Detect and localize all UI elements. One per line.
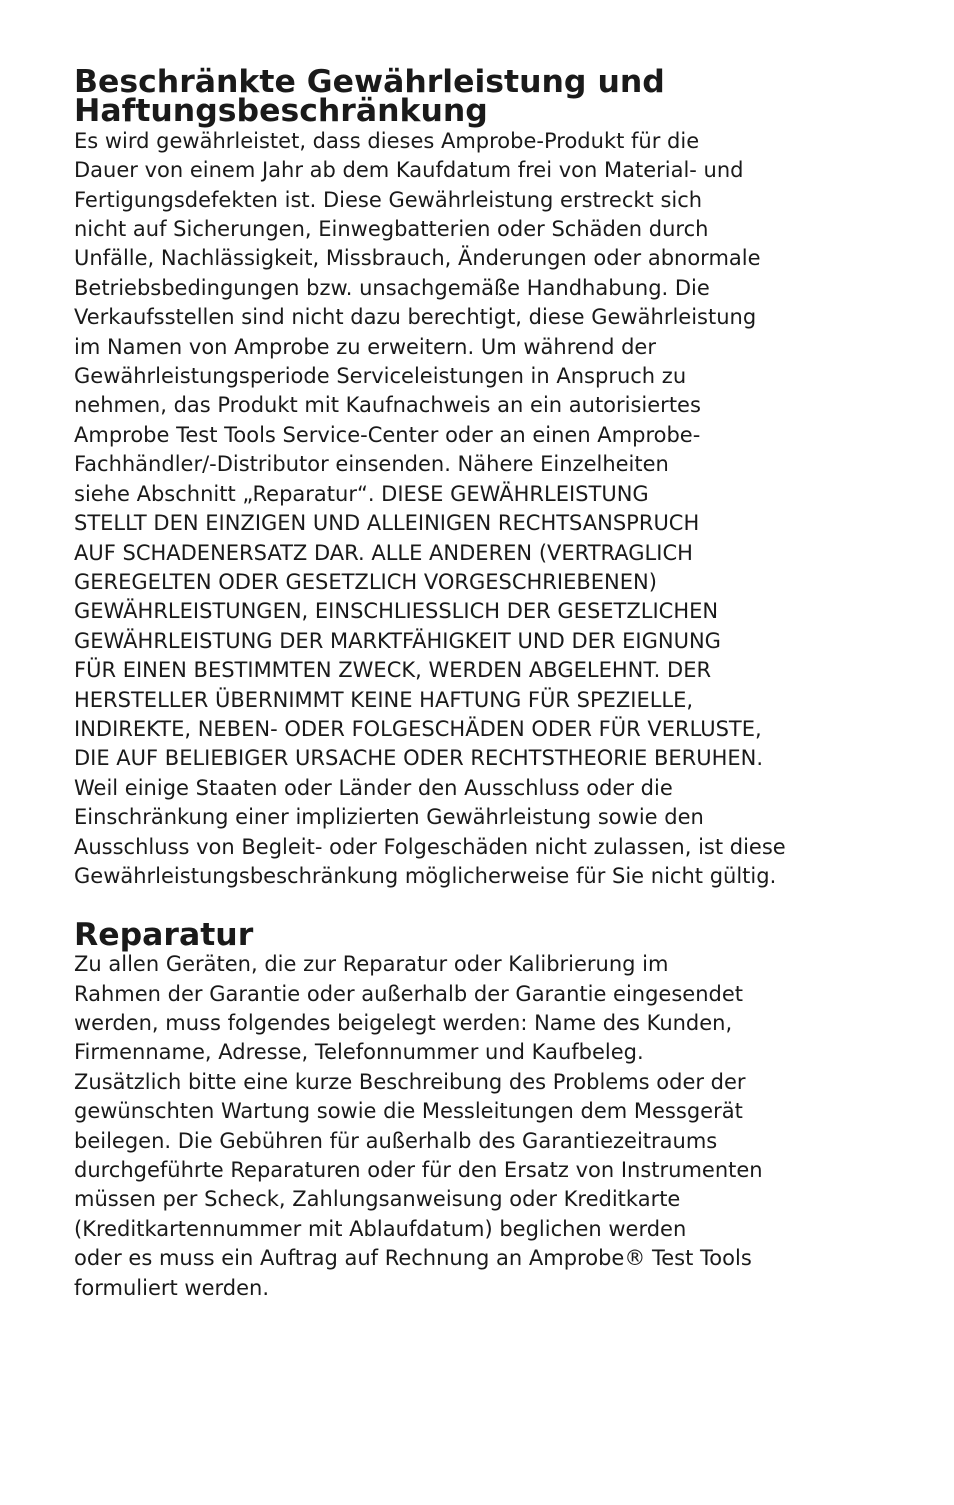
repair-line: oder es muss ein Auftrag auf Rechnung an Amprobe® Test Tools [74,1246,752,1271]
repair-line: werden, muss folgendes beigelegt werden: Name des Kunden, [74,1010,733,1035]
repair-line: Firmenname, Adresse, Telefonnummer und Kaufbeleg. [74,1040,644,1065]
warranty-line: Verkaufsstellen sind nicht dazu berechtigt, diese Gewährleistung [74,305,757,330]
warranty-line: Gewährleistungsperiode Serviceleistungen in Anspruch zu [74,364,687,389]
warranty-line: Es wird gewährleistet, dass dieses Amprobe-Produkt für die [74,128,700,153]
warranty-line: Einschränkung einer implizierten Gewährleistung sowie den [74,805,704,830]
warranty-line: siehe Abschnitt „Reparatur“. DIESE GEWÄHRLEISTUNG [74,481,649,506]
repair-line: Zusätzlich bitte eine kurze Beschreibung des Problems oder der [74,1069,746,1094]
warranty-line: FÜR EINEN BESTIMMTEN ZWECK, WERDEN ABGELEHNT. DER [74,658,712,683]
warranty-line: GEWÄHRLEISTUNGEN, EINSCHLIESSLICH DER GESETZLICHEN [74,599,719,624]
warranty-line: Betriebsbedingungen bzw. unsachgemäße Handhabung. Die [74,275,710,300]
warranty-section [74,64,874,891]
warranty-body [74,127,874,892]
warranty-line: im Namen von Amprobe zu erweitern. Um während der [74,334,656,359]
warranty-line: Dauer von einem Jahr ab dem Kaufdatum frei von Material- und [74,158,744,183]
document-page [74,64,874,1303]
repair-body [74,950,874,1303]
warranty-line: Weil einige Staaten oder Länder den Ausschluss oder die [74,775,673,800]
warranty-line: HERSTELLER ÜBERNIMMT KEINE HAFTUNG FÜR SPEZIELLE, [74,687,694,712]
repair-line: durchgeführte Reparaturen oder für den Ersatz von Instrumenten [74,1158,763,1183]
warranty-line: nicht auf Sicherungen, Einwegbatterien oder Schäden durch [74,217,709,242]
warranty-line: GEWÄHRLEISTUNG DER MARKTFÄHIGKEIT UND DER EIGNUNG [74,628,721,653]
warranty-line: GEREGELTEN ODER GESETZLICH VORGESCHRIEBENEN) [74,569,657,594]
repair-line: Rahmen der Garantie oder außerhalb der Garantie eingesendet [74,981,744,1006]
repair-line: formuliert werden. [74,1275,269,1300]
repair-section [74,916,874,1303]
repair-line: gewünschten Wartung sowie die Messleitungen dem Messgerät [74,1099,743,1124]
warranty-heading: Beschränkte Gewährleistung und Haftungsbeschränkung [74,64,665,130]
warranty-line: Ausschluss von Begleit- oder Folgeschäden nicht zulassen, ist diese [74,834,786,859]
warranty-line: Amprobe Test Tools Service-Center oder an einen Amprobe- [74,422,701,447]
repair-line: Zu allen Geräten, die zur Reparatur oder Kalibrierung im [74,952,669,977]
repair-line: müssen per Scheck, Zahlungsanweisung oder Kreditkarte [74,1187,681,1212]
repair-line: (Kreditkartennummer mit Ablaufdatum) beglichen werden [74,1216,687,1241]
warranty-line: Gewährleistungsbeschränkung möglicherweise für Sie nicht gültig. [74,863,777,888]
warranty-line: INDIREKTE, NEBEN- ODER FOLGESCHÄDEN ODER FÜR VERLUSTE, [74,716,762,741]
warranty-line: DIE AUF BELIEBIGER URSACHE ODER RECHTSTHEORIE BERUHEN. [74,746,764,771]
warranty-line: AUF SCHADENERSATZ DAR. ALLE ANDEREN (VERTRAGLICH [74,540,693,565]
warranty-line: nehmen, das Produkt mit Kaufnachweis an ein autorisiertes [74,393,701,418]
repair-heading: Reparatur [74,916,254,953]
warranty-line: STELLT DEN EINZIGEN UND ALLEINIGEN RECHTSANSPRUCH [74,511,700,536]
warranty-line: Fachhändler/-Distributor einsenden. Nähere Einzelheiten [74,452,669,477]
warranty-line: Fertigungsdefekten ist. Diese Gewährleistung erstreckt sich [74,187,703,212]
warranty-line: Unfälle, Nachlässigkeit, Missbrauch, Änderungen oder abnormale [74,246,761,271]
repair-line: beilegen. Die Gebühren für außerhalb des Garantiezeitraums [74,1128,718,1153]
